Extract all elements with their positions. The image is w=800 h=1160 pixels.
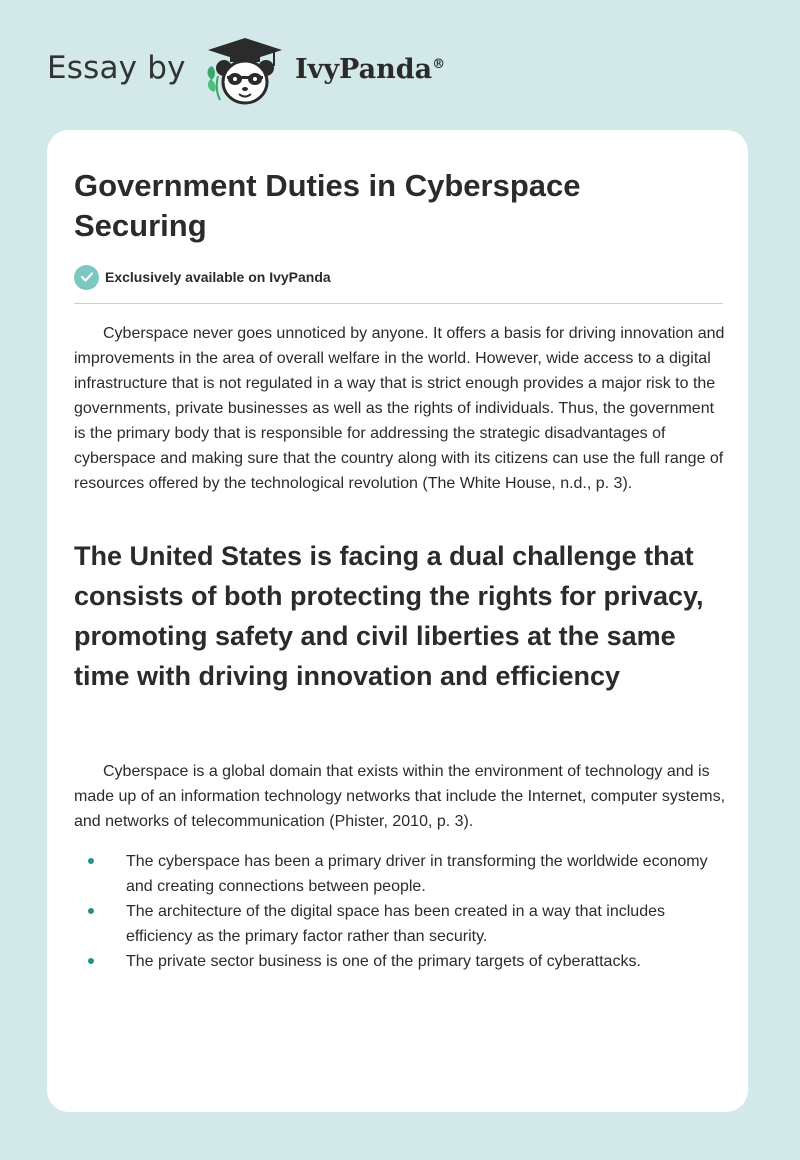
badge-label: Exclusively available on IvyPanda <box>105 269 331 285</box>
list-item-text: The private sector business is one of the primary targets of cyberattacks. <box>126 953 641 970</box>
divider <box>74 303 723 304</box>
panda-graduate-icon[interactable] <box>202 36 288 108</box>
list-item <box>74 899 726 949</box>
intro-paragraph: Cyberspace never goes unnoticed by anyone. It offers a basis for driving innovation and improvements in the area of overall welfare in the world. However, wide access to a digital infrastructure that is not regulated in a way that is strict enough provides a major risk to the governments, private businesses as well as the rights of individuals. Thus, the government is the primary body that is responsible for addressing the strategic disadvantages of cyberspace and making sure that the country along with its citizens can use the full range of resources offered by the technological revolution (The White House, n.d., p. 3). <box>74 325 725 492</box>
list-item <box>74 949 726 974</box>
essay-card <box>47 130 748 1112</box>
bullet-dot-icon <box>88 958 94 964</box>
list-item <box>74 849 726 899</box>
site-header <box>47 36 507 106</box>
body-paragraph: Cyberspace is a global domain that exists within the environment of technology and is made up of an information technology networks that include the Internet, computer systems, and networks of telecommunication (Phister, 2010, p. 3). <box>74 763 726 830</box>
exclusive-badge <box>74 264 331 290</box>
page-title: Government Duties in Cyberspace Securing <box>74 168 581 243</box>
bullet-dot-icon <box>88 908 94 914</box>
check-icon <box>74 265 99 290</box>
list-item-text: The architecture of the digital space has been created in a way that includes efficiency as the primary factor rather than security. <box>126 903 665 945</box>
bullet-list <box>74 849 726 974</box>
list-item-text: The cyberspace has been a primary driver in transforming the worldwide economy and creating connections between people. <box>126 853 708 895</box>
essay-by-label: Essay by <box>47 50 186 86</box>
bullet-dot-icon <box>88 858 94 864</box>
brand-name[interactable]: IvyPanda® <box>295 54 446 85</box>
section-heading: The United States is facing a dual challenge that consists of both protecting the rights for privacy, promoting safety and civil liberties at the same time with driving innovation and efficiency <box>74 541 704 691</box>
